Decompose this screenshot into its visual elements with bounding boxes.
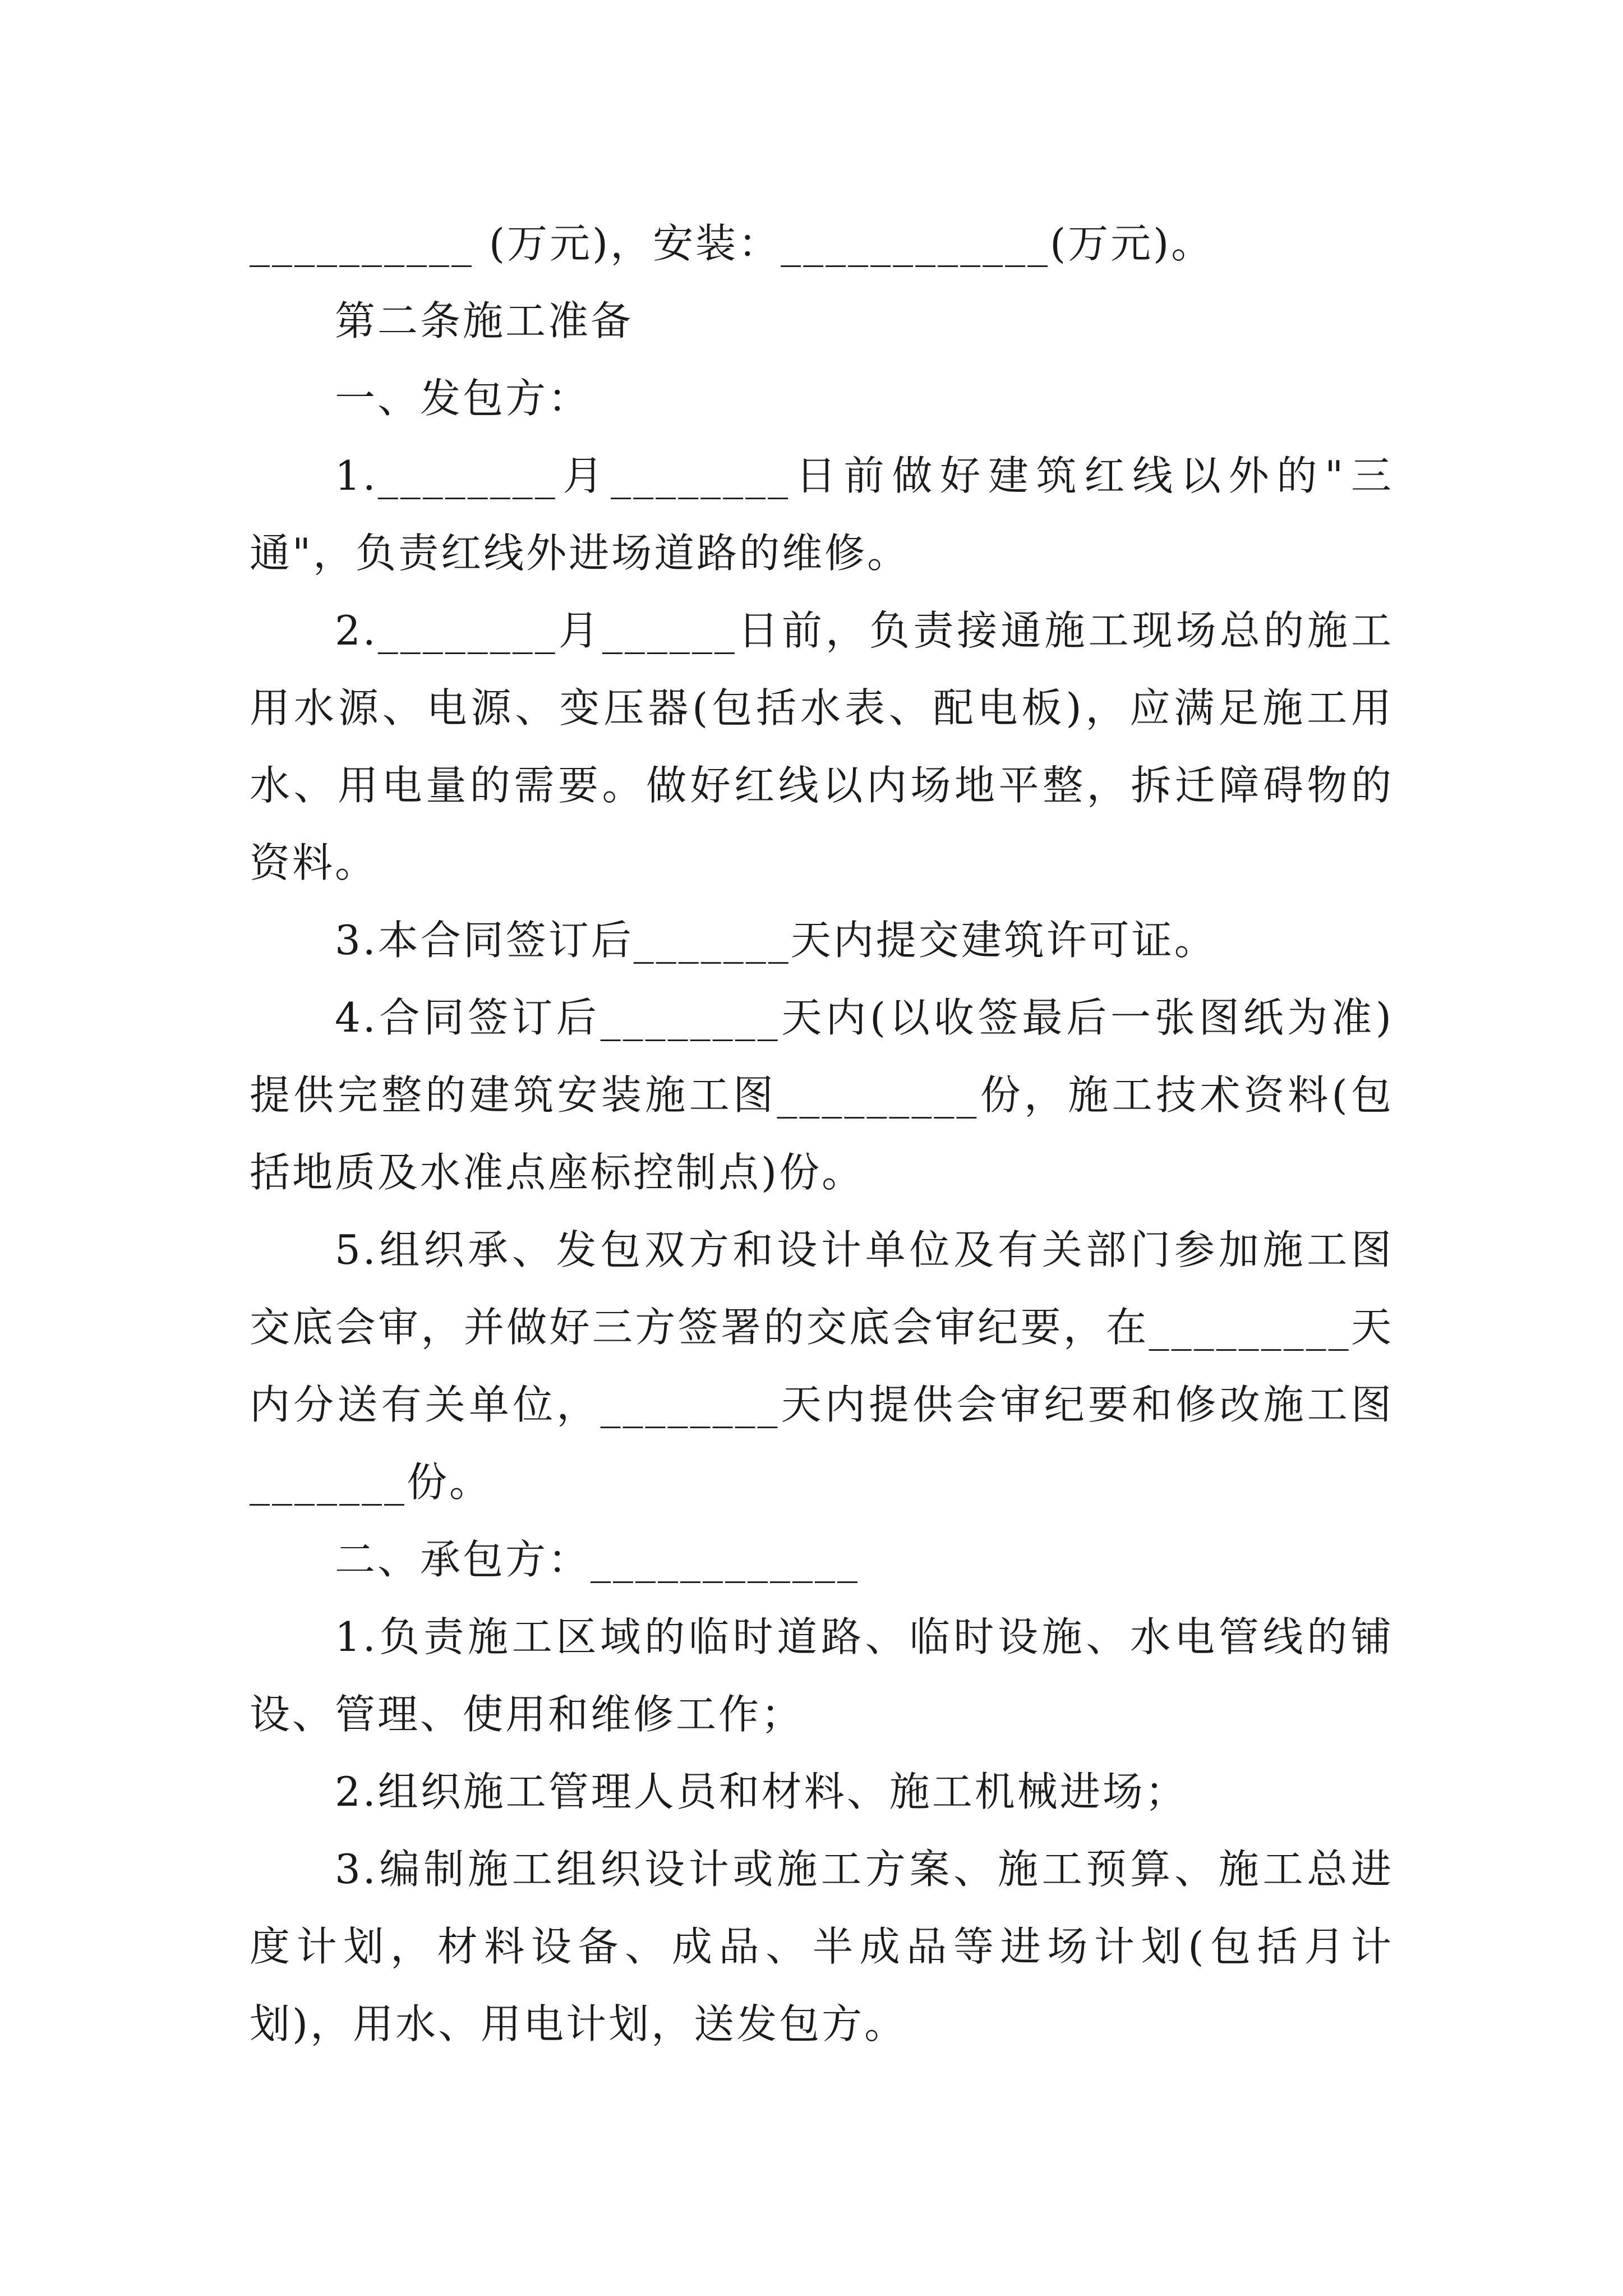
heading-article-2: 第二条施工准备: [335, 297, 634, 344]
heading-employer: 一、发包方：: [335, 375, 591, 422]
paragraph-contractor-item-2: 2.组织施工管理人员和材料、施工机械进场；: [335, 1768, 1188, 1815]
paragraph-employer-item-4: 4.合同签订后________天内(以收签最后一张图纸为准)提供完整的建筑安装施工图_________份，施工技术资料(包括地质及水准点座标控制点)份。: [250, 994, 1394, 1196]
paragraph-contractor-item-1: 1.负责施工区域的临时道路、临时设施、水电管线的铺设、管理、使用和维修工作；: [250, 1613, 1394, 1738]
paragraph-employer-item-5: 5.组织承、发包双方和设计单位及有关部门参加施工图交底会审，并做好三方签署的交底会审纪要，在_________天内分送有关单位，________天内提供会审纪要和修改施工图_______份。: [250, 1226, 1394, 1506]
document-body: [250, 205, 1394, 2063]
paragraph-employer-item-3: 3.本合同签订后_______天内提交建筑许可证。: [335, 917, 1217, 964]
paragraph-employer-item-2: 2.________月______日前，负责接通施工现场总的施工用水源、电源、变压器(包括水表、配电板)，应满足施工用水、用电量的需要。做好红线以内场地平整，拆迁障碍物的资料。: [250, 607, 1394, 886]
paragraph-contractor-item-3: 3.编制施工组织设计或施工方案、施工预算、施工总进度计划，材料设备、成品、半成品等进场计划(包括月计划)，用水、用电计划，送发包方。: [250, 1846, 1394, 2047]
heading-contractor: 二、承包方：____________: [335, 1536, 860, 1583]
paragraph-amount-continuation: __________ (万元)，安装：____________(万元)。: [250, 220, 1214, 267]
paragraph-employer-item-1: 1.________月________日前做好建筑红线以外的"三通"，负责红线外进场道路的维修。: [250, 452, 1394, 577]
